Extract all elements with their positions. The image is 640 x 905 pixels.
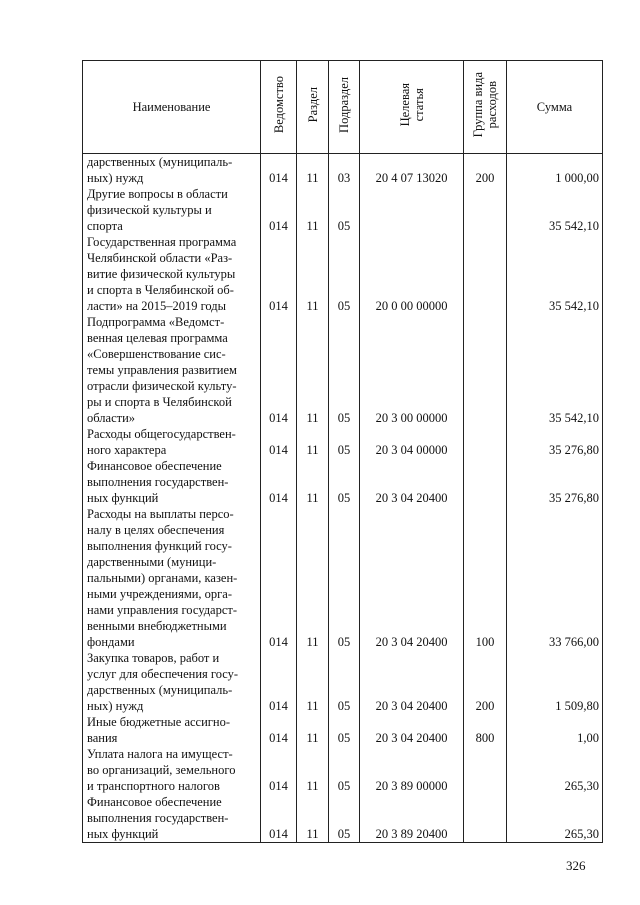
table-row (83, 650, 603, 714)
cell-podrazdel: 05 (329, 794, 360, 843)
cell-gruppa (464, 746, 507, 794)
header-gruppa: Группа вида расходов (464, 61, 507, 154)
cell-razdel: 11 (297, 650, 329, 714)
cell-gruppa: 800 (464, 714, 507, 746)
cell-gruppa (464, 314, 507, 426)
table-row (83, 714, 603, 746)
cell-summa: 265,30 (507, 794, 603, 843)
cell-celevaya: 20 3 04 20400 (360, 650, 464, 714)
budget-table-container (82, 60, 602, 843)
cell-name: Государственная программа Челябинской области «Раз- витие физической культуры и спорта в Челябинской об- ласти» на 2015–2019 годы (83, 234, 261, 314)
header-razdel: Раздел (297, 61, 329, 154)
cell-name: Закупка товаров, работ и услуг для обеспечения госу- дарственных (муниципаль- ных) нужд (83, 650, 261, 714)
cell-razdel: 11 (297, 458, 329, 506)
cell-summa: 1,00 (507, 714, 603, 746)
table-row (83, 154, 603, 187)
cell-podrazdel: 05 (329, 314, 360, 426)
table-header-row (83, 61, 603, 154)
cell-summa: 33 766,00 (507, 506, 603, 650)
cell-vedomstvo: 014 (261, 650, 297, 714)
cell-celevaya: 20 3 04 20400 (360, 458, 464, 506)
table-body (83, 154, 603, 843)
cell-name: дарственных (муниципаль- ных) нужд (83, 154, 261, 187)
header-name: Наименование (83, 61, 261, 154)
cell-summa: 1 509,80 (507, 650, 603, 714)
table-row (83, 746, 603, 794)
cell-razdel: 11 (297, 154, 329, 187)
cell-name: Иные бюджетные ассигно- вания (83, 714, 261, 746)
cell-podrazdel: 05 (329, 458, 360, 506)
cell-podrazdel: 05 (329, 426, 360, 458)
budget-table (82, 60, 603, 843)
cell-gruppa (464, 794, 507, 843)
cell-podrazdel: 03 (329, 154, 360, 187)
cell-vedomstvo: 014 (261, 426, 297, 458)
header-celevaya: Целевая статья (360, 61, 464, 154)
cell-celevaya: 20 0 00 00000 (360, 234, 464, 314)
cell-name: Другие вопросы в области физической культуры и спорта (83, 186, 261, 234)
header-vedomstvo: Ведомство (261, 61, 297, 154)
cell-name: Расходы на выплаты персо- налу в целях обеспечения выполнения функций госу- дарственными (муници- пальными) органами, казен- ными учреждениями, орга- нами управления государст- венными внебюджетными фондами (83, 506, 261, 650)
cell-celevaya: 20 3 89 20400 (360, 794, 464, 843)
page-number: 326 (566, 858, 586, 873)
cell-name: Расходы общегосударствен- ного характера (83, 426, 261, 458)
cell-razdel: 11 (297, 506, 329, 650)
table-row (83, 794, 603, 843)
cell-podrazdel: 05 (329, 650, 360, 714)
table-row (83, 458, 603, 506)
cell-vedomstvo: 014 (261, 506, 297, 650)
cell-podrazdel: 05 (329, 746, 360, 794)
cell-summa: 35 542,10 (507, 314, 603, 426)
table-row (83, 186, 603, 234)
cell-razdel: 11 (297, 714, 329, 746)
cell-podrazdel: 05 (329, 186, 360, 234)
cell-celevaya (360, 186, 464, 234)
cell-razdel: 11 (297, 186, 329, 234)
cell-summa: 35 276,80 (507, 458, 603, 506)
header-summa: Сумма (507, 61, 603, 154)
cell-vedomstvo: 014 (261, 234, 297, 314)
cell-gruppa: 200 (464, 154, 507, 187)
cell-celevaya: 20 3 04 20400 (360, 506, 464, 650)
cell-vedomstvo: 014 (261, 314, 297, 426)
table-row (83, 506, 603, 650)
cell-celevaya: 20 4 07 13020 (360, 154, 464, 187)
cell-razdel: 11 (297, 746, 329, 794)
header-podrazdel: Подраздел (329, 61, 360, 154)
cell-celevaya: 20 3 00 00000 (360, 314, 464, 426)
cell-celevaya: 20 3 04 00000 (360, 426, 464, 458)
table-row (83, 234, 603, 314)
cell-vedomstvo: 014 (261, 186, 297, 234)
cell-celevaya: 20 3 89 00000 (360, 746, 464, 794)
cell-gruppa (464, 186, 507, 234)
cell-summa: 35 276,80 (507, 426, 603, 458)
cell-vedomstvo: 014 (261, 714, 297, 746)
cell-name: Финансовое обеспечение выполнения государствен- ных функций (83, 794, 261, 843)
cell-vedomstvo: 014 (261, 794, 297, 843)
table-row (83, 314, 603, 426)
cell-gruppa: 200 (464, 650, 507, 714)
cell-summa: 265,30 (507, 746, 603, 794)
cell-celevaya: 20 3 04 20400 (360, 714, 464, 746)
cell-gruppa (464, 426, 507, 458)
cell-gruppa (464, 234, 507, 314)
cell-name: Подпрограмма «Ведомст- венная целевая программа «Совершенствование сис- темы управления развитием отрасли физической культу- ры и спорта в Челябинской области» (83, 314, 261, 426)
cell-podrazdel: 05 (329, 506, 360, 650)
cell-vedomstvo: 014 (261, 458, 297, 506)
cell-podrazdel: 05 (329, 234, 360, 314)
cell-gruppa: 100 (464, 506, 507, 650)
cell-razdel: 11 (297, 794, 329, 843)
cell-vedomstvo: 014 (261, 154, 297, 187)
cell-razdel: 11 (297, 234, 329, 314)
cell-gruppa (464, 458, 507, 506)
cell-vedomstvo: 014 (261, 746, 297, 794)
cell-summa: 35 542,10 (507, 234, 603, 314)
cell-podrazdel: 05 (329, 714, 360, 746)
cell-name: Финансовое обеспечение выполнения государствен- ных функций (83, 458, 261, 506)
cell-summa: 35 542,10 (507, 186, 603, 234)
cell-summa: 1 000,00 (507, 154, 603, 187)
cell-razdel: 11 (297, 426, 329, 458)
table-row (83, 426, 603, 458)
cell-name: Уплата налога на имущест- во организаций, земельного и транспортного налогов (83, 746, 261, 794)
cell-razdel: 11 (297, 314, 329, 426)
